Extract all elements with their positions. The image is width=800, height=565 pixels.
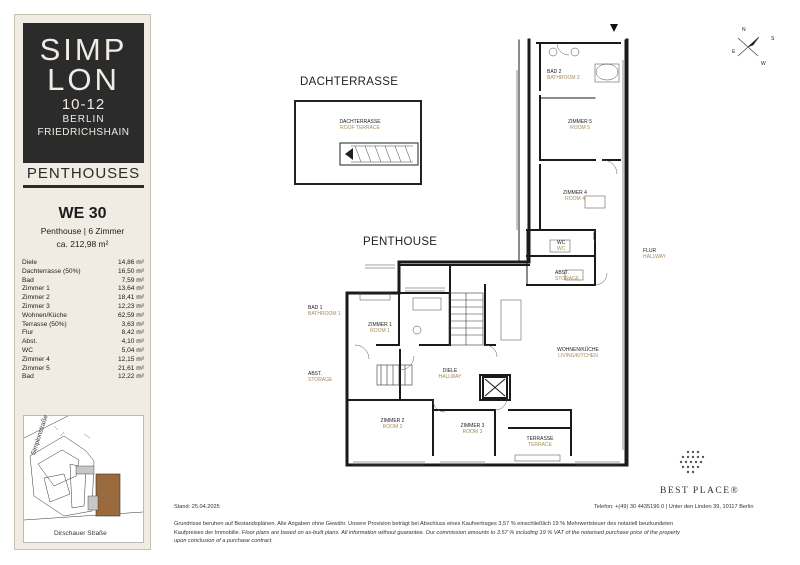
room-area: 18,41 m² <box>117 294 144 302</box>
compass-e: S <box>771 36 775 42</box>
room-area-row <box>22 285 144 294</box>
floor-plan-drawing <box>155 0 800 495</box>
room-area-row <box>22 338 144 347</box>
compass-s: W <box>761 61 766 67</box>
floor-plan-area <box>155 0 800 495</box>
room-area-row <box>22 373 144 382</box>
room-name: WC <box>22 346 33 354</box>
unit-title: WE 30 <box>58 205 107 222</box>
label-flur: FLUR HALLWAY <box>643 248 666 260</box>
room-area: 16,50 m² <box>117 267 144 275</box>
room-name: Abst. <box>22 338 38 346</box>
label-abst-left: ABST. STORAGE <box>308 371 333 383</box>
room-area-row <box>22 347 144 356</box>
compass-n: N <box>742 27 746 33</box>
room-area-row <box>22 329 144 338</box>
room-area-row <box>22 294 144 303</box>
room-name: Zimmer 3 <box>22 302 50 310</box>
logo-number: 10-12 <box>61 96 106 113</box>
footer-stand: Stand: 25.04.2025 <box>174 504 220 510</box>
room-area-row <box>22 277 144 286</box>
label-zimmer-1: ZIMMER 1 ROOM 1 <box>368 322 392 334</box>
room-name: Zimmer 1 <box>22 285 50 293</box>
room-name: Diele <box>22 259 38 266</box>
footer-disclaimer: Grundrisse beruhen auf Bestandsplänen. Alle Angaben ohne Gewähr. Unsere Provision beträgt bei Abschluss eines Kaufvertrages 3,57 % einschließlich 19 % Mehrwertsteuer des notariell beurkundeten Kaufpreises der Immobilie. Floor plans are based on as-built plans. All information without guarantee. Our commission amounts to 3.57 % including 19 % VAT of the notarised purchase price of the property upon conclusion of a purchase contract. <box>174 521 680 544</box>
room-name: Bad <box>22 373 34 381</box>
room-name: Zimmer 4 <box>22 355 50 363</box>
room-name: Zimmer 5 <box>22 364 50 372</box>
dachterrasse-heading: DACHTERRASSE <box>300 76 399 88</box>
room-area: 12,15 m² <box>117 355 144 363</box>
room-area: 14,86 m² <box>117 259 144 266</box>
label-wc: WC WC <box>557 240 566 252</box>
logo-city: BERLIN <box>62 114 105 125</box>
room-area: 12,23 m² <box>117 302 144 310</box>
agency-name: BEST PLACE® <box>660 486 740 496</box>
unit-type: Penthouse | 6 Zimmer <box>40 226 125 236</box>
room-area-list <box>22 259 144 382</box>
room-area: 13,64 m² <box>117 285 144 293</box>
room-area-row <box>22 356 144 365</box>
label-abst-top: ABST. STORAGE <box>555 270 580 282</box>
label-roof-terrace: DACHTERRASSE ROOF TERRACE <box>339 119 381 131</box>
room-area-row <box>22 312 144 321</box>
logo-line-2: LON <box>47 62 120 97</box>
compass-rose <box>738 37 759 56</box>
site-map <box>23 415 144 543</box>
label-diele: DIELE HALLWAY <box>438 368 462 380</box>
room-area: 4,10 m² <box>121 338 144 346</box>
room-name: Bad <box>22 276 34 284</box>
penthouse-heading: PENTHOUSE <box>363 236 438 248</box>
best-place-mark <box>680 451 704 473</box>
label-zimmer-4: ZIMMER 4 ROOM 4 <box>563 190 587 202</box>
room-name: Flur <box>22 329 34 337</box>
compass-w: E <box>732 49 736 55</box>
room-area-row <box>22 365 144 374</box>
unit-total-area: ca. 212,98 m² <box>56 239 109 249</box>
room-name: Dachterrasse (50%) <box>22 267 81 275</box>
label-zimmer-2: ZIMMER 2 ROOM 2 <box>380 418 405 430</box>
label-zimmer-5: ZIMMER 5 ROOM 5 <box>568 119 592 131</box>
room-area: 21,61 m² <box>117 364 144 372</box>
logo-district: FRIEDRICHSHAIN <box>37 127 130 138</box>
room-area-row <box>22 259 144 268</box>
room-area-row <box>22 321 144 330</box>
roof-terrace-drawing <box>295 101 421 184</box>
label-wohnen-kueche: WOHNEN/KÜCHE LIVING/KITCHEN <box>557 347 599 359</box>
simplon-logo <box>23 23 144 188</box>
label-bad-2: BAD 2 BATHROOM 2 <box>547 69 580 81</box>
room-area: 8,42 m² <box>121 329 144 337</box>
label-terrasse: TERRASSE TERRACE <box>526 436 554 448</box>
room-name: Wohnen/Küche <box>22 311 67 319</box>
room-area: 3,63 m² <box>121 320 144 328</box>
room-area-row <box>22 303 144 312</box>
room-area: 7,59 m² <box>121 276 144 284</box>
agency-contact: Telefon: +(49) 30 4435196 0 | Unter den Linden 39, 10117 Berlin <box>594 504 754 510</box>
room-name: Zimmer 2 <box>22 294 50 302</box>
logo-line-1: SIMP <box>39 32 128 67</box>
logo-collection: PENTHOUSES <box>23 163 144 185</box>
street-simplonstrasse: Simplonstraße <box>30 414 50 457</box>
room-name: Terrasse (50%) <box>22 320 67 328</box>
label-bad-1: BAD 1 BATHROOM 1 <box>308 305 341 317</box>
label-zimmer-3: ZIMMER 3 ROOM 3 <box>460 423 485 435</box>
room-area: 5,04 m² <box>121 346 144 354</box>
entrance-marker <box>610 24 618 32</box>
street-dirschauer-strasse: Dirschauer Straße <box>54 530 107 537</box>
room-area-row <box>22 268 144 277</box>
room-area: 12,22 m² <box>117 373 144 381</box>
info-panel <box>14 14 151 550</box>
room-area: 62,59 m² <box>117 311 144 319</box>
